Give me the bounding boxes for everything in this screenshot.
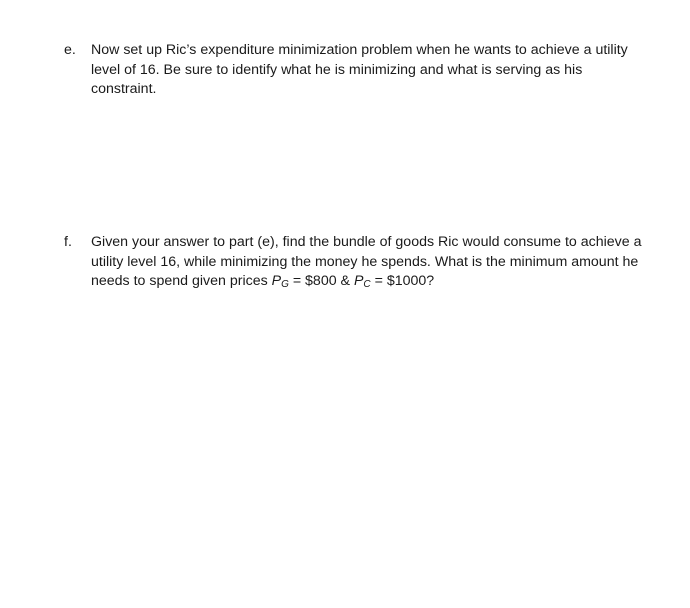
question-f-line-3 bbox=[91, 272, 664, 295]
price-c-subscript: C bbox=[363, 279, 371, 290]
question-e-line-2: level of 16. Be sure to identify what he is minimizing and what is serving as his bbox=[91, 61, 583, 78]
question-f-letter: f. bbox=[64, 234, 72, 250]
price-g-symbol: P bbox=[271, 273, 282, 289]
price-c-symbol: P bbox=[353, 273, 364, 289]
question-e-line-1: Now set up Ric’s expenditure minimization problem when he wants to achieve a utility bbox=[91, 42, 628, 58]
question-e-line-3: constraint. bbox=[91, 81, 157, 97]
price-g-subscript: G bbox=[281, 279, 289, 290]
question-f-line-1: Given your answer to part (e), find the bundle of goods Ric would consume to achieve a bbox=[91, 234, 642, 250]
price-g-value: = $800 & bbox=[288, 273, 354, 289]
question-e bbox=[64, 41, 664, 100]
price-c-value: = $1000? bbox=[370, 273, 435, 289]
question-f-line-3-prefix: needs to spend given prices bbox=[91, 273, 272, 289]
question-e-letter: e. bbox=[64, 42, 76, 58]
question-f-text bbox=[91, 233, 664, 295]
question-f bbox=[64, 233, 664, 295]
question-e-text bbox=[91, 41, 664, 100]
question-f-line-2: utility level 16, while minimizing the money he spends. What is the minimum amount he bbox=[91, 253, 639, 270]
